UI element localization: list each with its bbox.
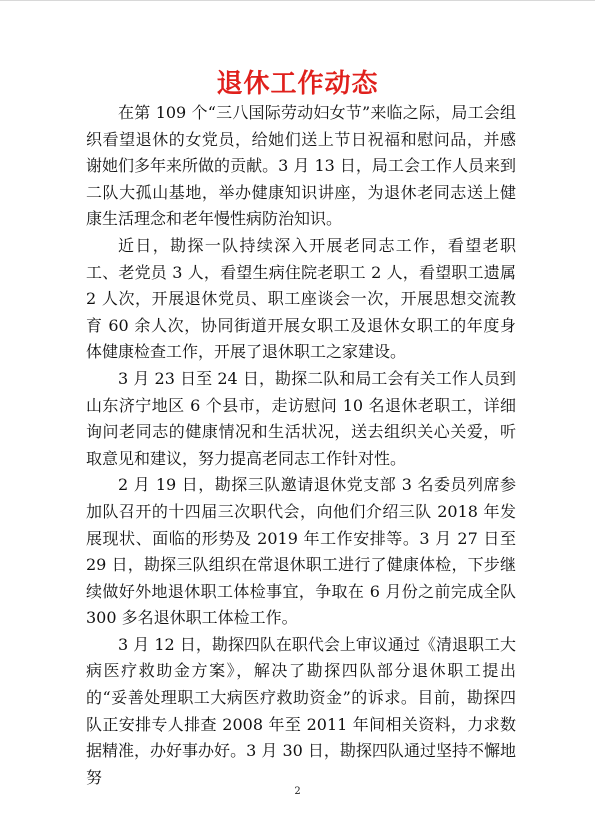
paragraph: 3 月 12 日，勘探四队在职代会上审议通过《清退职工大病医疗救助金方案》，解决了勘探四队部分退休职工提出的“妥善处理职工大病医疗救助资金”的诉求。目前，勘探四队正安排专人排查 2008 年至 2011 年间相关资料，力求数据精准，办好事办好。3 月 30 日，勘探四队通过坚持不懈地努	[86, 634, 516, 787]
paragraph: 在第 109 个“三八国际劳动妇女节”来临之际，局工会组织看望退休的女党员，给她们送上节日祝福和慰问品，并感谢她们多年来所做的贡献。3 月 13 日，局工会工作人员来到二队大孤山基地，举办健康知识讲座，为退休老同志送上健康生活理念和老年慢性病防治知识。	[86, 103, 516, 229]
top-border-line	[0, 0, 595, 1]
document-title: 退休工作动态	[216, 69, 379, 99]
page-number: 2	[294, 786, 301, 797]
paragraph: 3 月 23 日至 24 日，勘探二队和局工会有关工作人员到山东济宁地区 6 个县市，走访慰问 10 名退休老职工，详细询问老同志的健康情况和生活状况，送去组织关心关爱，听取意见和建议，努力提高老同志工作针对性。	[86, 368, 516, 468]
paragraph: 近日，勘探一队持续深入开展老同志工作，看望老职工、老党员 3 人，看望生病住院老职工 2 人，看望职工遗属 2 人次，开展退休党员、职工座谈会一次，开展思想交流教育 60 余人次，协同街道开展女职工及退休女职工的年度身体健康检查工作，开展了退休职工之家建设。	[86, 235, 516, 362]
document-body	[86, 100, 516, 791]
paragraph: 2 月 19 日，勘探三队邀请退休党支部 3 名委员列席参加队召开的十四届三次职代会，向他们介绍三队 2018 年发展现状、面临的形势及 2019 年工作安排等。3 月 27 日至 29 日，勘探三队组织在常退休职工进行了健康体检，下步继续做好外地退休职工体检事宜，争取在 6 月份之前完成全队 300 多名退休职工体检工作。	[86, 475, 516, 628]
